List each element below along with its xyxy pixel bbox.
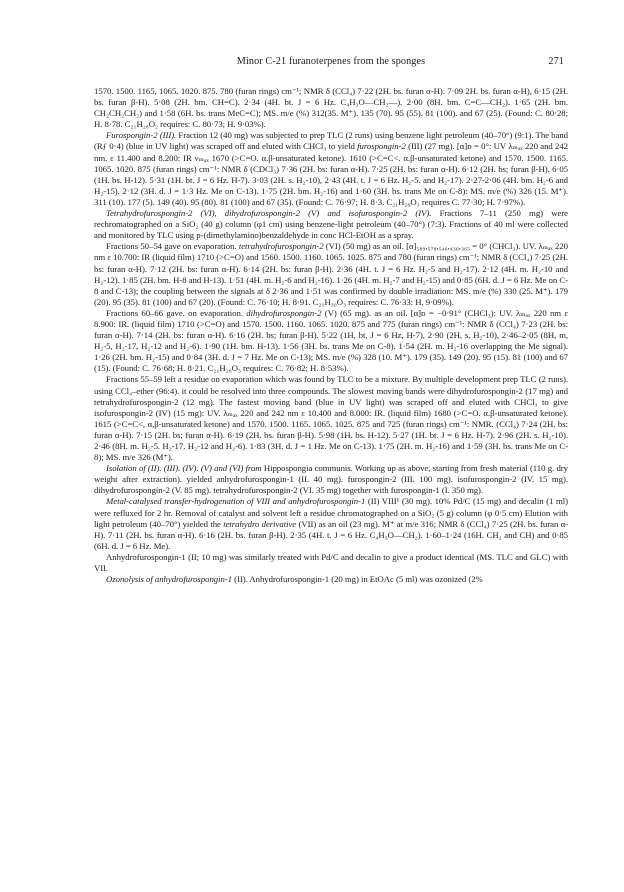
italic-text: tetrahydrofurospongin-2 <box>238 241 324 252</box>
paragraph <box>94 130 568 208</box>
paragraph <box>94 574 568 585</box>
paragraph <box>94 496 568 551</box>
italic-text: dihydrofurospongin-2 <box>246 307 322 318</box>
paragraph <box>94 208 568 241</box>
italic-text: Tetrahydrofurospongin-2 (VI), dihydrofurospongin-2 (V) and isofurospongin-2 (IV). <box>106 208 432 219</box>
paragraph <box>94 241 568 308</box>
paragraph-text: Fraction 12 (40 mg) was subjected to prep TLC (2 runs) using benzene light petroleum (40–70°) (9:1). The band (Rƒ 0·4) (blue in UV light) was scraped off and eluted with CHCl₃ to yield <box>94 130 568 152</box>
italic-text: Ozonolysis of anhydrofurospongin-1 <box>106 574 232 585</box>
body-text <box>94 86 568 585</box>
paragraph <box>94 308 568 375</box>
paragraph <box>94 463 568 496</box>
paragraph-text: (VII) as an oil (23 mg). M⁺ at m/e 316; NMR δ (CCl₄) 7·25 (2H. bs. furan α-H). 7·11 (2H. bs. furan α-H). 6·16 (2H. bs. furan β-H). 2·35 (4H. t. J = 6 Hz. C₄H₃O—CH₂). 1·60–1·24 (16H. CH₂ and CH) and 0·85 (6H. d. J = 6 Hz. Me). <box>94 518 568 551</box>
paragraph <box>94 86 568 130</box>
paragraph-text: (II) VIII¹ (30 mg). 10% Pd/C (15 mg) and decalin (1 ml) were refluxed for 2 hr. Removal of catalyst and solvent left a residue chromatographed on a SiO₂ (5 g) column (φ 0·5 cm) Elution with light petroleum (40–70°) yielded the <box>94 496 568 529</box>
paragraph-text: (VI) (50 mg) as an oil. [α]₅₈₉,₅₇₈,₅₄₆,₄₃₆,₃₆₅ = 0° (CHCl₃). UV. λₘₐₓ 220 nm ε 10.700: IR (liquid film) 1710 (>C=O) and 1560. 1500. 1160. 1065. 1025. 875 and 780 (furan rings) cm⁻¹; NMR δ (CCl₄) 7·25 (2H. bs: furan α-H). 7·12 (2H. bs: furan α-H). 6·14 (2H. bs: furan β-H). 2·36 (4H. t. J = 6 Hz. H₂-5 and H₂-17). 2·12 (4H. m. H₂-10 and H₂-12). 1·85 (2H. bm. H-8 and H-13). 1·51 (4H. m. H₂-6 and H₂-16). 1·26 (4H. m. H₂-7 and H₂-15) and 0·85 (6H. d. J = 6 Hz. Me on C-8 and C-13); the coupling between the signals at δ 2·36 and 1·51 was confirmed by double irradiation: MS. m/e (%) 330 (25. M⁺). 179 (20). 95 (35). 81 (100) and 67 (20). (Found: C. 76·10; H. 8·91. C₂₁H₃₀O₃ requires: C. 76·33: H. 9·09%). <box>94 241 568 307</box>
italic-text: tetrahydro derivative <box>223 518 297 529</box>
paragraph-text: 1570. 1500. 1165, 1065. 1020. 875. 780 (furan rings) cm⁻¹; NMR δ (CCl₄) 7·22 (2H. bs. furan α-H). 7·09 2H. bs. furan α-H), 6·15 (2H. bs. furan β-H). 5·08 (2H. bm. CH=C). 2·34 (4H. bt. J = 6 Hz. C₄H₃O—CH₂—). 2·00 (8H. bm. C=C—CH₂). 1·65 (2H. bm. CH₂CH₂CH₂) and 1·58 (6H. bs. trans MeC=C); MS. m/e (%) 312(35. M⁺). 135 (70). 95 (55). 81 (100). and 67 (25). (Found: C. 80·28; H. 8·78. C₂₁H₂₈O₂ requires: C. 80·73; H. 9·03%). <box>94 86 568 130</box>
paragraph-text: Fractions 60–66 gave. on evaporation. <box>106 307 247 318</box>
paragraph-text: Fractions 7–11 (250 mg) were rechromatographed on a SiO₂ (40 g) column (φ1 cm) using benzene-light petroleum (40–70°) (7:3). Fractions of 40 ml were collected and monitored by TLC using p-(dimethylamino)benzaldehyde in conc HCl-EtOH as a spray. <box>94 208 568 241</box>
paragraph <box>94 374 568 463</box>
running-title: Minor C-21 furanoterpenes from the sponges <box>236 56 426 67</box>
paragraph-text: Hippospongia communis. Working up as above, starting from fresh material (110 g. dry weight after extraction). yielded anhydrofurospongin-1 (II. 40 mg). furospongin-2 (III. 100 mg). isofurospongin-2 (IV. 15 mg). dihydrofurospongin-2 (V. 85 mg). tetrahydrofurospongin-2 (VI. 35 mg) together with furospongin-1 (I. 350 mg). <box>94 463 568 496</box>
paragraph-text: (V) (65 mg). as an oil. [α]ᴅ = −0·91° (CHCl₃): UV. λₘₐₓ 220 nm ε 8.900: IR. (liquid film) 1710 (>C=O) and 1570. 1500. 1160. 1065. 1020. 875 and 775 (furan rings) cm⁻¹: NMR δ (CCl₄) 7·23 (2H. bs: furan α-H). 7·14 (2H. bs: furan α-H). 6·16 (2H. bs; furan β-H). 5·22 (1H, bt, J = 6 Hz, H-7), 2·90 (2H, s, H₂-10), 2·46–2·05 (8H, m, H₂-5, H₂-17, H₂-12 and H₂-6). 1·90 (1H. bm. H-13). 1·56 (3H. bs. trans Me on C-8). 1·54 (2H. m. H₂-16 overlapping the Me signal). 1·26 (2H. bm. H₂-15) and 0·84 (3H. d. J = 7 Hz. Me on C-13); MS. m/e (%) 328 (10. M⁺). 179 (35). 149 (20). 95 (15). 81 (100) and 67 (15). (Found: C. 76·68; H. 8·21. C₂₁H₂₈O₃ requires: C. 76·82; H. 8·53%). <box>94 307 568 374</box>
paragraph-text: Fractions 55–59 left a residue on evaporation which was found by TLC to be a mixture. By multiple development prep TLC (2 runs). using CCl₄–ether (96:4). it could be resolved into three compounds. The slowest moving bands were dihydrofurospongin-2 (17 mg) and tetrahydrofurospongin-2 (12 mg). The fastest moving band (blue in UV light) was scraped off and eluted with CHCl₃ to give isofurospongin-2 (IV) (15 mg): UV. λₘₐₓ 220 and 242 nm ε 10.400 and 8.000: IR. (liquid film) 1680 (>C=O. α.β-unsaturated ketone). 1615 (>C=C<, α,β-unsaturated ketone) and 1570. 1500. 1165. 1065. 1025. 875 and 725 (furan rings) cm⁻¹: NMR. (CCl₄) 7·24 (2H. bs: furan α-H). 7·15 (2H. bs; furan α-H). 6·19 (2H. bs. furan β-H). 5·98 (1H. bs. H-12). 5·27 (1H. bt. J = 6 Hz. H-7). 2·96 (2H. s. H₂-10). 2·46 (8H. m. H₂-5. H₂-17. H₂-12 and H₂-6). 1·83 (3H. d. J = 1 Hz. Me on C-13). 1·75 (2H. m. H₂-16) and 1·59 (3H. bs. trans Me on C-8); MS. m/e 326 (M⁺). <box>94 374 568 463</box>
italic-text: Metal-catalysed transfer-hydrogenation of VIII and anhydrofurospongin-1 <box>106 496 366 507</box>
paragraph-text: (III) (27 mg). [α]ᴅ = 0°: UV λₘₐₓ 220 and 242 nm. ε 11.400 and 8.200: IR νₘₐₓ 1670 (>C=O. α.β-unsaturated ketone). 1610 (>C=C<. α.β-unsaturated ketone) and 1570. 1500. 1165. 1065. 1020. 875 (furan rings) cm⁻¹: NMR δ (CDCl₃) 7·36 (2H. bs: furan α-H). 7·25 (2H. bs: furan α-H). 6·12 (2H. bs; furan β-H). 6·05 (1H. bs. H-12). 5·31 (1H. bt. J = 6 Hz. H-7). 3·03 (2H. s. H₂-10), 2·43 (4H. t. J = 6 Hz. H₂-5. and H₂-17). 2·27-2·06 (4H. bm. H₂-6 and H₂-15). 2·12 (3H. d. J = 1·3 Hz. Me on C-13). 1·75 (2H. bm. H₂-16) and 1·60 (3H. bs. trans Me on C-8): MS. m/e (%) 326 (15. M⁺). 311 (10). 177 (5). 149 (40). 95 (80). 81 (100) and 67 (35). (Found: C. 76·97; H. 8·3. C₂₁H₂₆O₃ requires C. 77·30; H. 7·97%). <box>94 141 568 207</box>
italic-text: furospongin-2 <box>357 141 406 152</box>
paragraph-text: Fractions 50–54 gave on evaporation. <box>106 241 239 252</box>
page-number: 271 <box>548 56 564 67</box>
italic-text: Furospongin-2 (III). <box>106 130 177 141</box>
paragraph-text: (II). Anhydrofurospongin-1 (20 mg) in EtOAc (5 ml) was ozonized (2% <box>232 574 483 585</box>
paragraph-text: Anhydrofurospongin-1 (II; 10 mg) was similarly treated with Pd/C and decalin to give a product identical (MS. TLC and GLC) with VII. <box>94 551 568 574</box>
paragraph <box>94 552 568 574</box>
italic-text: Isolation of (II). (III). (IV). (V) and (VI) from <box>106 463 262 474</box>
